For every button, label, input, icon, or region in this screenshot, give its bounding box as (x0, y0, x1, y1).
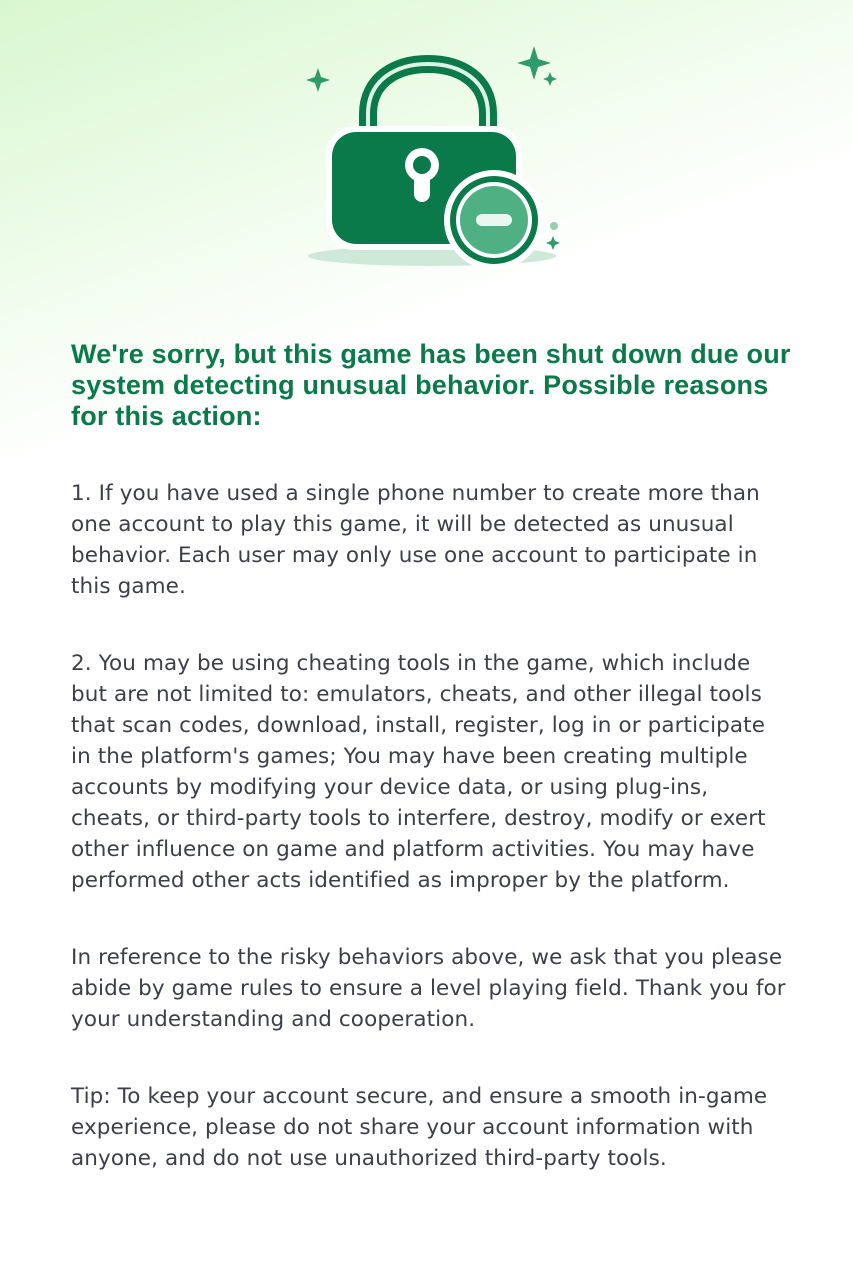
notice-headline: We're sorry, but this game has been shut down due our system detecting unusual behavior. Possible reasons for this action: (71, 339, 791, 431)
locked-account-illustration (296, 40, 566, 276)
minus-circle-icon (444, 170, 544, 270)
reason-one: 1. If you have used a single phone number to create more than one account to play this game, it will be detected as unusual behavior. Each user may only use one account to participate in this game. (71, 481, 760, 599)
sparkle-icon (517, 46, 551, 80)
sparkle-dot (550, 222, 558, 230)
sparkle-icon (546, 236, 560, 250)
sparkle-icon (306, 68, 330, 92)
closing-note: In reference to the risky behaviors above, we ask that you please abide by game rules to ensure a level playing field. Thank you for your understanding and cooperation. (71, 945, 786, 1032)
shutdown-notice (71, 339, 791, 1174)
padlock-icon (296, 40, 566, 276)
security-tip: Tip: To keep your account secure, and ensure a smooth in-game experience, please do not share your account information with anyone, and do not use unauthorized third-party tools. (71, 1084, 768, 1171)
sparkle-icon (543, 72, 557, 86)
reason-two: 2. You may be using cheating tools in the game, which include but are not limited to: emulators, cheats, and other illegal tools that scan codes, download, install, register, log in or participate in the platform's games; You may have been creating multiple accounts by modifying your device data, or using plug-ins, cheats, or third-party tools to interfere, destroy, modify or exert other influence on game and platform activities. You may have performed other acts identified as improper by the platform. (71, 651, 766, 893)
